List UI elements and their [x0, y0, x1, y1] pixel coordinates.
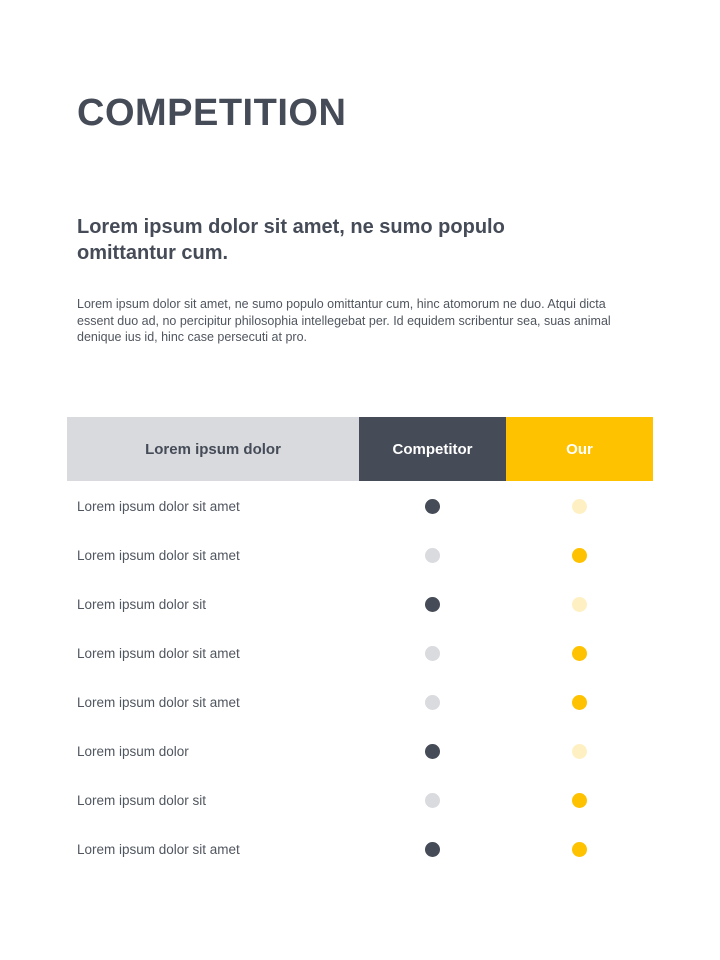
our-dot-icon — [572, 744, 587, 759]
table-row — [67, 531, 653, 580]
competitor-dot-icon — [425, 744, 440, 759]
our-dot-icon — [572, 548, 587, 563]
competitor-cell — [359, 695, 506, 710]
comparison-table — [67, 417, 653, 874]
our-cell — [506, 842, 653, 857]
competitor-dot-icon — [425, 548, 440, 563]
row-label: Lorem ipsum dolor — [77, 744, 189, 759]
header-feature: Lorem ipsum dolor — [67, 417, 359, 481]
table-row — [67, 580, 653, 629]
header-our: Our — [506, 417, 653, 481]
page-title: COMPETITION — [77, 92, 347, 134]
row-label: Lorem ipsum dolor sit — [77, 793, 207, 808]
competitor-dot-icon — [425, 793, 440, 808]
table-header — [67, 417, 653, 481]
competitor-cell — [359, 793, 506, 808]
competitor-dot-icon — [425, 842, 440, 857]
competitor-cell — [359, 646, 506, 661]
row-label: Lorem ipsum dolor sit — [77, 597, 207, 612]
our-cell — [506, 744, 653, 759]
our-cell — [506, 695, 653, 710]
row-label: Lorem ipsum dolor sit amet — [77, 842, 240, 857]
competitor-dot-icon — [425, 597, 440, 612]
table-body — [67, 481, 653, 874]
our-dot-icon — [572, 695, 587, 710]
body-paragraph: Lorem ipsum dolor sit amet, ne sumo populo omittantur cum, hinc atomorum ne duo. Atqui dicta essent duo ad, no percipitur philosophia intellegebat per. Id equidem scribentur sea, suas animal denique ius id, hinc case persecuti at pro. — [77, 297, 611, 344]
our-cell — [506, 793, 653, 808]
competitor-cell — [359, 499, 506, 514]
competitor-cell — [359, 597, 506, 612]
table-row — [67, 727, 653, 776]
row-label: Lorem ipsum dolor sit amet — [77, 548, 240, 563]
competitor-cell — [359, 548, 506, 563]
table-row — [67, 678, 653, 727]
competitor-cell — [359, 842, 506, 857]
table-row — [67, 776, 653, 825]
competitor-dot-icon — [425, 646, 440, 661]
our-dot-icon — [572, 842, 587, 857]
table-row — [67, 629, 653, 678]
our-cell — [506, 646, 653, 661]
row-label: Lorem ipsum dolor sit amet — [77, 499, 240, 514]
our-dot-icon — [572, 499, 587, 514]
our-dot-icon — [572, 597, 587, 612]
our-cell — [506, 548, 653, 563]
our-cell — [506, 499, 653, 514]
table-row — [67, 482, 653, 531]
our-dot-icon — [572, 793, 587, 808]
our-dot-icon — [572, 646, 587, 661]
competitor-dot-icon — [425, 695, 440, 710]
competitor-dot-icon — [425, 499, 440, 514]
our-cell — [506, 597, 653, 612]
table-row — [67, 825, 653, 874]
header-competitor: Competitor — [359, 417, 506, 481]
row-label: Lorem ipsum dolor sit amet — [77, 695, 240, 710]
competitor-cell — [359, 744, 506, 759]
subtitle: Lorem ipsum dolor sit amet, ne sumo populo omittantur cum. — [77, 216, 505, 264]
row-label: Lorem ipsum dolor sit amet — [77, 646, 240, 661]
